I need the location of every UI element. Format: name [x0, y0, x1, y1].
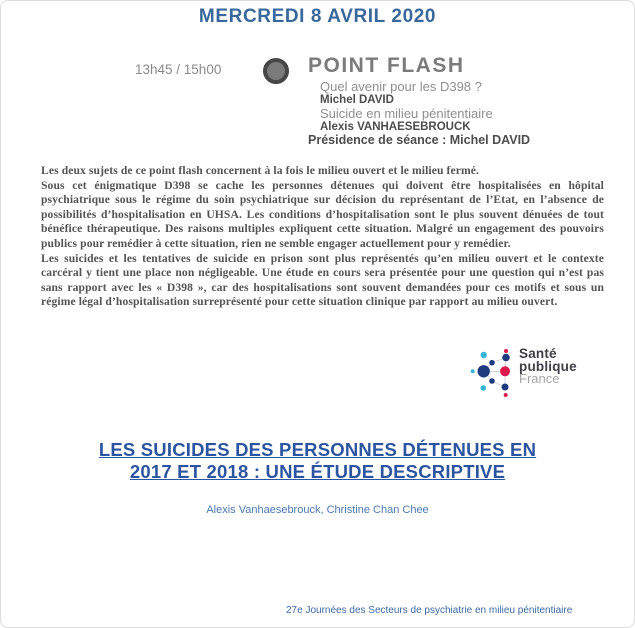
- session-item-topic-1: Quel avenir pour les D398 ?: [320, 79, 482, 94]
- logo-text-france: France: [519, 371, 560, 386]
- session-item-speaker-2: Alexis VANHAESEBROUCK: [320, 121, 471, 133]
- sante-publique-france-logo: [467, 345, 597, 403]
- abstract-paragraph: Les suicides et les tentatives de suicide en prison sont plus représentés qu’en milieu ouvert et le contexte carcéral y tient une place non négligeable. Une étude en cours sera présentée pour une question qui n’est pas sans rapport avec les « D398 », car des hospitalisations sont souvent demandées pour ces motifs et sous un régime légal d’hospitalisation surreprésenté pour cette situation clinique par rapport au milieu ouvert.: [41, 251, 604, 309]
- logo-text-sante: Santé: [519, 346, 557, 361]
- session-item-speaker-1: Michel DAVID: [320, 94, 394, 106]
- abstract-paragraph: Sous cet énigmatique D398 se cache les personnes détenues qui doivent être hospitalisées en hôpital psychiatrique sous le régime du soin psychiatrique sur décision du représentant de l’Etat, en l’absence de possibilités d’hospitalisation en UHSA. Les conditions d’hospitalisation sont le plus souvent dénuées de tout bénéfice thérapeutique. Des raisons multiples expliquent cette situation. Malgré un engagement des pouvoirs publics pour remédier à cette situation, rien ne semble engager actuellement pour y remédier.: [41, 178, 604, 250]
- logo-text-publique: publique: [519, 358, 577, 374]
- sante-publique-france-logo-icon: [467, 347, 513, 399]
- presentation-title[interactable]: [1, 439, 634, 483]
- presentation-authors: Alexis Vanhaesebrouck, Christine Chan Chee: [206, 504, 429, 516]
- session-bullet-icon: [263, 58, 289, 84]
- date-header: MERCREDI 8 AVRIL 2020: [198, 6, 437, 27]
- session-time: 13h45 / 15h00: [135, 62, 222, 77]
- session-title: POINT FLASH: [308, 54, 465, 77]
- presentation-title-line-2[interactable]: 2017 ET 2018 : UNE ÉTUDE DESCRIPTIVE: [129, 461, 506, 482]
- abstract-text: [41, 164, 604, 310]
- session-chair: Présidence de séance : Michel DAVID: [308, 133, 531, 147]
- session-block: [308, 55, 530, 148]
- presentation-title-line-1[interactable]: LES SUICIDES DES PERSONNES DÉTENUES EN: [98, 439, 537, 460]
- abstract-paragraph: Les deux sujets de ce point flash concernent à la fois le milieu ouvert et le milieu fermé.: [41, 164, 479, 177]
- footer-text: 27e Journées des Secteurs de psychiatrie en milieu pénitentiaire: [286, 605, 573, 616]
- session-item-topic-2: Suicide en milieu pénitentiaire: [320, 106, 493, 121]
- logo-wordmark: [519, 348, 577, 386]
